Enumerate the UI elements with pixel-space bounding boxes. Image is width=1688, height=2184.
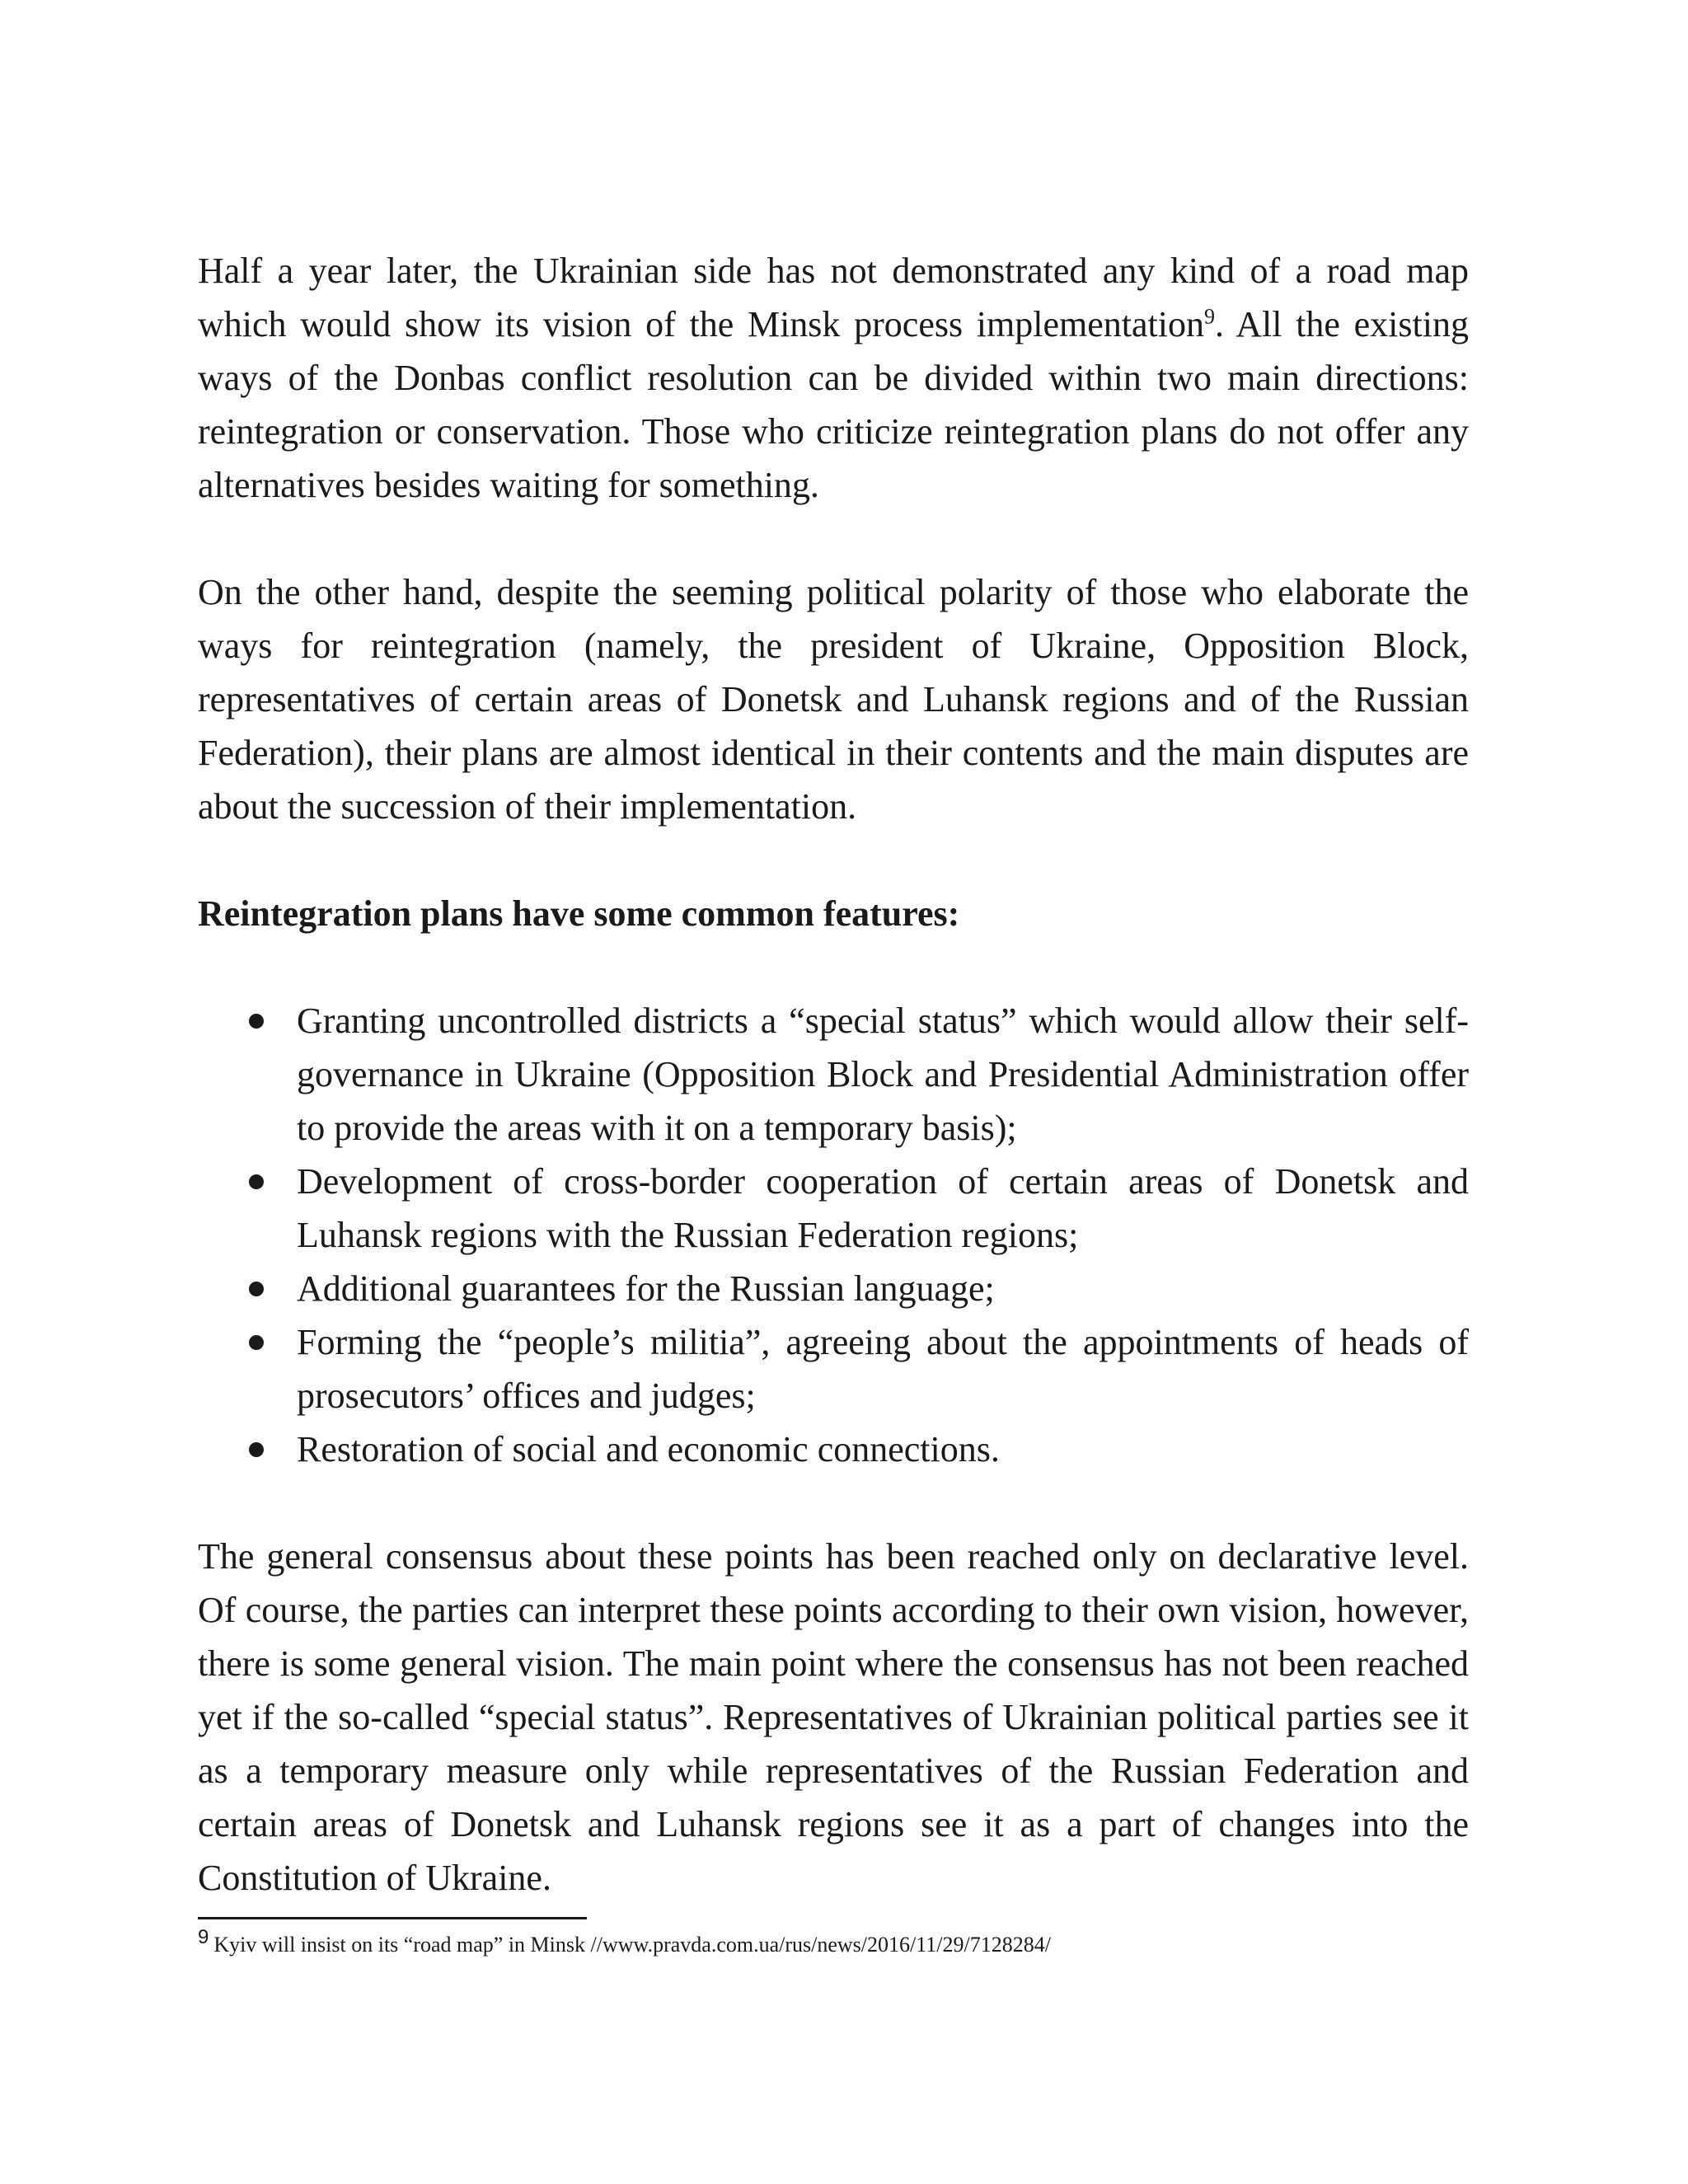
list-item-text: Additional guarantees for the Russian language; xyxy=(297,1268,995,1309)
list-item-text: Forming the “people’s militia”, agreeing about the appointments of heads of prosecutors’ offices and judges; xyxy=(297,1322,1469,1416)
features-list xyxy=(198,994,1469,1476)
section-heading: Reintegration plans have some common features: xyxy=(198,893,960,934)
list-item-text: Granting uncontrolled districts a “special status” which would allow their self-governance in Ukraine (Opposition Block and Presidential Administration offer to provide the areas with it on a temporary basis); xyxy=(297,1001,1469,1148)
paragraph-road-map xyxy=(198,244,1469,512)
bullet-icon xyxy=(249,1335,264,1350)
page-content xyxy=(198,244,1469,1905)
bullet-icon xyxy=(249,1282,264,1296)
footnote xyxy=(198,1926,1469,1961)
paragraph-road-map-end: . All the existing ways of the Donbas conflict resolution can be divided within two main directions: reintegration or conservation. Those who criticize reintegration plans do not offer any alternatives besides waiting for something. xyxy=(198,304,1469,505)
list-item xyxy=(198,994,1469,1155)
footnote-divider xyxy=(198,1917,587,1919)
list-item xyxy=(198,1422,1469,1476)
footnote-reference[interactable]: 9 xyxy=(1203,304,1215,329)
bullet-icon xyxy=(249,1442,264,1457)
footnote-number: 9 xyxy=(198,1926,209,1949)
paragraph-general-consensus: The general consensus about these points has been reached only on declarative level. Of course, the parties can interpret these points according to their own vision, however, there is some general vision. The main point where the consensus has not been reached yet if the so-called “special status”. Representatives of Ukrainian political parties see it as a temporary measure only while representatives of the Russian Federation and certain areas of Donetsk and Luhansk regions see it as a part of changes into the Constitution of Ukraine. xyxy=(198,1536,1469,1898)
list-item xyxy=(198,1315,1469,1422)
list-item xyxy=(198,1155,1469,1262)
list-item-text: Development of cross-border cooperation of certain areas of Donetsk and Luhansk regions with the Russian Federation regions; xyxy=(297,1161,1469,1255)
bullet-icon xyxy=(249,1174,264,1189)
footnote-text: Kyiv will insist on its “road map” in Minsk //www.pravda.com.ua/rus/news/2016/11/29/7128284/ xyxy=(213,1933,1051,1957)
list-item-text: Restoration of social and economic connections. xyxy=(297,1429,1000,1469)
list-item xyxy=(198,1262,1469,1315)
paragraph-road-map-start: Half a year later, the Ukrainian side has not demonstrated any kind of a road map which would show its vision of the Minsk process implementation xyxy=(198,251,1469,344)
paragraph-political-polarity: On the other hand, despite the seeming political polarity of those who elaborate the ways for reintegration (namely, the president of Ukraine, Opposition Block, representatives of certain areas of Donetsk and Luhansk regions and of the Russian Federation), their plans are almost identical in their contents and the main disputes are about the succession of their implementation. xyxy=(198,572,1469,827)
bullet-icon xyxy=(249,1014,264,1029)
